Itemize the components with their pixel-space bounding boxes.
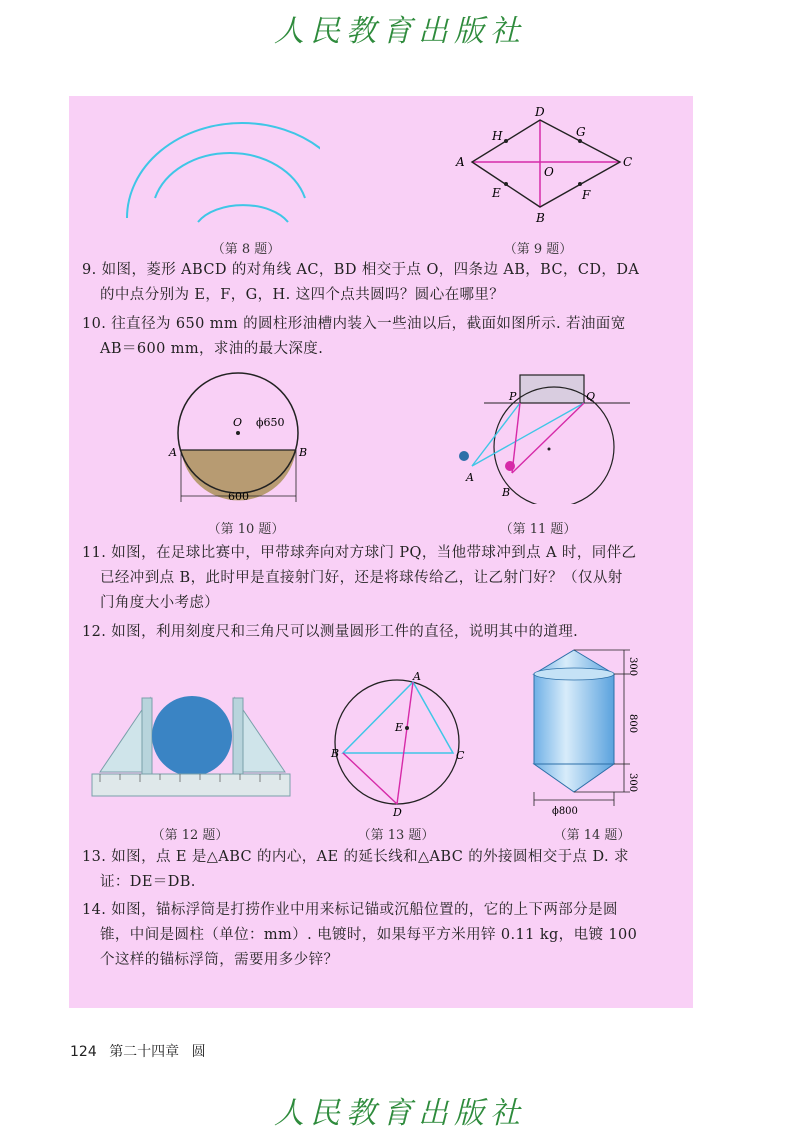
label-F: F (582, 188, 591, 202)
question-line: 如图，菱形 ABCD 的对角线 AC，BD 相交于点 O，四条边 AB，BC，CD，DA (101, 262, 640, 278)
question-number: 12. (82, 624, 107, 640)
question-line: 已经冲到点 B，此时甲是直接射门好，还是将球传给乙，让乙射门好？（仅从射 (100, 570, 623, 586)
page-number: 124 (70, 1044, 97, 1060)
question-number: 11. (82, 545, 107, 561)
label-O: O (544, 165, 554, 179)
label-mid: 800 (627, 714, 638, 734)
label-B: B (331, 747, 340, 760)
label-G: G (576, 125, 586, 139)
caption-fig10: （第 10 题） (207, 522, 285, 537)
figure-10-oil-tank (160, 370, 320, 508)
label-Q: Q (586, 390, 596, 403)
publisher-watermark-bottom: 人民教育出版社 (274, 1096, 526, 1131)
figure-8-arcs (120, 110, 320, 230)
question-line: 的中点分别为 E，F，G，H. 这四个点共圆吗？圆心在哪里？ (100, 287, 505, 303)
label-O: O (233, 416, 243, 429)
question-line: 如图，在足球比赛中，甲带球奔向对方球门 PQ，当他带球冲到点 A 时，同伴乙 (111, 545, 637, 561)
caption-fig9: （第 9 题） (503, 242, 573, 257)
caption-fig13: （第 13 题） (357, 828, 435, 843)
label-B: B (299, 446, 308, 459)
label-A: A (413, 670, 421, 683)
label-B: B (536, 211, 545, 225)
label-A: A (169, 446, 177, 459)
label-H: H (492, 129, 503, 143)
label-diameter: ϕ650 (256, 416, 285, 429)
figure-11-soccer-goal (452, 370, 642, 504)
figure-14-buoy (530, 640, 665, 818)
label-top: 300 (627, 657, 638, 677)
label-bottom: 300 (627, 773, 638, 793)
question-10 (82, 312, 687, 362)
page-footer (70, 1041, 214, 1061)
question-line: 证：DE＝DB. (100, 874, 196, 890)
chapter-label: 第二十四章 (109, 1044, 180, 1060)
label-width: 600 (228, 490, 249, 503)
label-D: D (535, 105, 545, 119)
question-line: 往直径为 650 mm 的圆柱形油槽内装入一些油以后，截面如图所示. 若油面宽 (111, 316, 626, 332)
label-B: B (502, 486, 511, 499)
question-number: 9. (82, 262, 97, 278)
label-A: A (466, 471, 474, 484)
question-line: 如图，锚标浮筒是打捞作业中用来标记锚或沉船位置的，它的上下两部分是圆 (111, 902, 618, 918)
question-number: 14. (82, 902, 107, 918)
question-line: 如图，利用刻度尺和三角尺可以测量圆形工件的直径，说明其中的道理. (111, 624, 579, 640)
question-number: 10. (82, 316, 107, 332)
figure-12-ruler-set-squares (90, 688, 295, 806)
label-diameter: ϕ800 (552, 806, 578, 817)
label-E: E (395, 721, 404, 734)
question-line: 如图，点 E 是△ABC 的内心，AE 的延长线和△ABC 的外接圆相交于点 D. 求 (111, 849, 629, 865)
label-D: D (393, 806, 402, 818)
question-14 (82, 898, 687, 973)
caption-fig14: （第 14 题） (553, 828, 631, 843)
label-C: C (623, 155, 633, 169)
caption-fig12: （第 12 题） (151, 828, 229, 843)
chapter-title: 圆 (191, 1044, 206, 1060)
question-9 (82, 258, 687, 308)
caption-fig8: （第 8 题） (211, 242, 281, 257)
question-line: 个这样的锚标浮筒，需要用多少锌？ (100, 952, 339, 968)
figure-13-incenter (325, 668, 475, 818)
label-E: E (492, 186, 501, 200)
question-line: AB＝600 mm，求油的最大深度. (100, 341, 324, 357)
label-P: P (509, 390, 517, 403)
question-number: 13. (82, 849, 107, 865)
label-C: C (456, 749, 465, 762)
question-11 (82, 541, 687, 616)
question-line: 锥，中间是圆柱（单位：mm）. 电镀时，如果每平方米用锌 0.11 kg，电镀 100 (100, 927, 638, 943)
question-line: 门角度大小考虑） (100, 595, 220, 611)
caption-fig11: （第 11 题） (499, 522, 577, 537)
figure-9-rhombus (450, 104, 640, 228)
label-A: A (456, 155, 465, 169)
publisher-watermark-top: 人民教育出版社 (274, 14, 526, 49)
question-13 (82, 845, 687, 895)
